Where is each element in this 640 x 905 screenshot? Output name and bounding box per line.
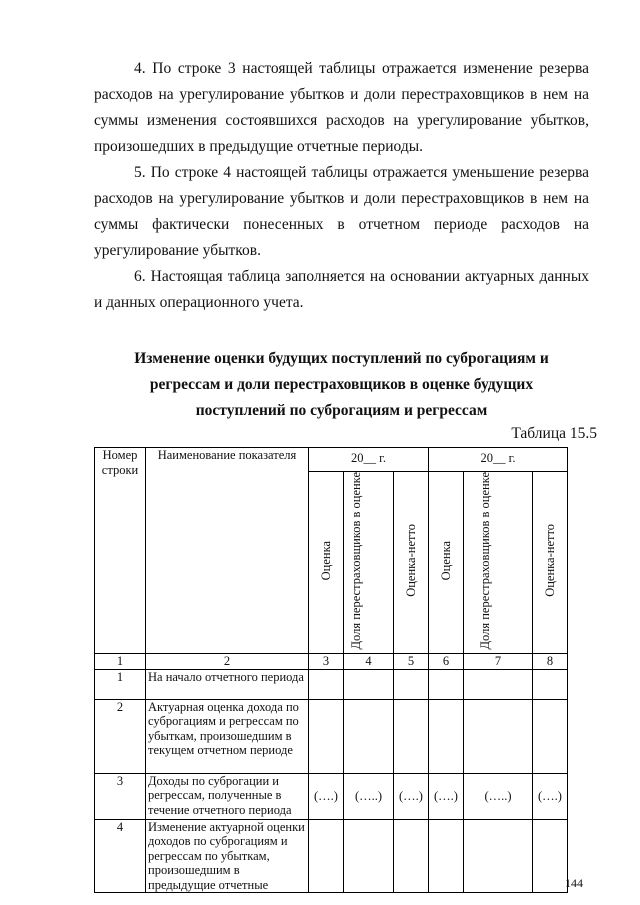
page-number: 144 <box>565 876 583 890</box>
row-name: Изменение актуарной оценки доходов по суброгациям и регрессам по убыткам, произошедшим в предыдущие отчетные <box>146 819 309 893</box>
header-estimate-1: Оценка <box>309 472 344 654</box>
cell <box>309 699 344 773</box>
cell: (…..) <box>464 773 533 819</box>
data-table <box>94 447 568 893</box>
col-number: 5 <box>394 654 429 670</box>
cell: (…..) <box>344 773 394 819</box>
col-number: 3 <box>309 654 344 670</box>
cell <box>464 699 533 773</box>
table-number: Таблица 15.5 <box>511 425 597 442</box>
cell <box>464 819 533 893</box>
header-net-estimate-1: Оценка-нетто <box>394 472 429 654</box>
col-number: 8 <box>533 654 568 670</box>
cell <box>309 819 344 893</box>
cell <box>533 699 568 773</box>
table-row <box>95 699 568 773</box>
paragraph-6: 6. Настоящая таблица заполняется на основании актуарных данных и данных операционного учета. <box>94 268 589 311</box>
header-net-estimate-2: Оценка-нетто <box>533 472 568 654</box>
cell <box>394 699 429 773</box>
cell <box>344 669 394 699</box>
cell <box>429 669 464 699</box>
row-number: 4 <box>95 819 146 893</box>
cell <box>533 819 568 893</box>
row-name: Доходы по суброгации и регрессам, полученные в течение отчетного периода <box>146 773 309 819</box>
cell <box>464 669 533 699</box>
cell <box>394 669 429 699</box>
row-number: 1 <box>95 669 146 699</box>
cell <box>344 699 394 773</box>
header-year-1: 20__ г. <box>309 448 429 472</box>
table-row <box>95 669 568 699</box>
cell <box>533 669 568 699</box>
row-name: На начало отчетного периода <box>146 669 309 699</box>
row-number: 3 <box>95 773 146 819</box>
row-number: 2 <box>95 699 146 773</box>
header-row-number: Номер строки <box>95 448 146 654</box>
cell <box>394 819 429 893</box>
header-year-2: 20__ г. <box>429 448 568 472</box>
cell: (….) <box>394 773 429 819</box>
cell <box>429 699 464 773</box>
table-row <box>95 773 568 819</box>
header-estimate-2: Оценка <box>429 472 464 654</box>
cell: (….) <box>309 773 344 819</box>
cell: (….) <box>533 773 568 819</box>
cell <box>344 819 394 893</box>
col-number: 4 <box>344 654 394 670</box>
col-number: 2 <box>146 654 309 670</box>
table-row <box>95 819 568 893</box>
paragraph-4: 4. По строке 3 настоящей таблицы отражается изменение резерва расходов на урегулирование убытков и доли перестраховщиков в нем на суммы изменения состоявшихся расходов на урегулирование убытков, произошедших в предыдущие отчетные периоды. <box>94 60 589 155</box>
header-reinsurer-share-2: Доля перестраховщиков в оценке <box>464 472 533 654</box>
row-name: Актуарная оценка дохода по суброгациям и регрессам по убыткам, произошедшим в текущем отчетном периоде <box>146 699 309 773</box>
paragraph-5: 5. По строке 4 настоящей таблицы отражается уменьшение резерва расходов на урегулирование убытков и доли перестраховщиков в нем на суммы фактически понесенных в отчетном периоде расходов на урегулирование убытков. <box>94 164 589 259</box>
header-reinsurer-share-1: Доля перестраховщиков в оценке <box>344 472 394 654</box>
col-number: 1 <box>95 654 146 670</box>
header-indicator-name: Наименование показателя <box>146 448 309 654</box>
table-heading: Изменение оценки будущих поступлений по суброгациям и регрессам и доли перестраховщиков в оценке будущих поступлений по суброгациям и регрессам <box>134 350 549 419</box>
col-number: 6 <box>429 654 464 670</box>
cell: (….) <box>429 773 464 819</box>
col-number: 7 <box>464 654 533 670</box>
cell <box>309 669 344 699</box>
cell <box>429 819 464 893</box>
